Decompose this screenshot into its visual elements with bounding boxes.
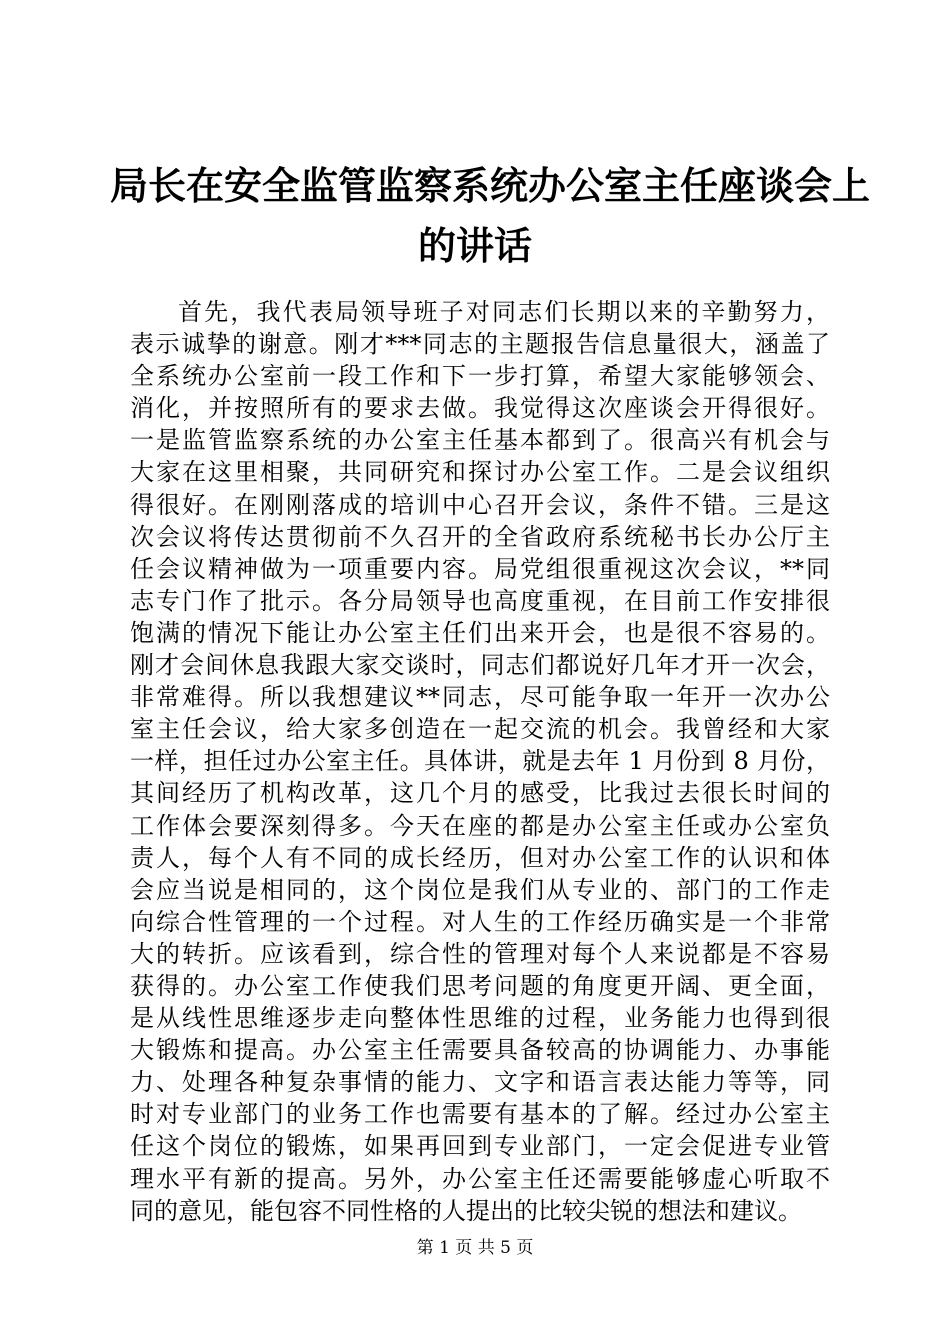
paragraph-line: 非常难得。所以我想建议**同志，尽可能争取一年开一次办公: [130, 683, 830, 712]
paragraph-line: 全系统办公室前一段工作和下一步打算，希望大家能够领会、: [130, 362, 830, 391]
paragraph-line: 力、处理各种复杂事情的能力、文字和语言表达能力等等，同: [130, 1068, 830, 1097]
paragraph-line: 会应当说是相同的，这个岗位是我们从专业的、部门的工作走: [130, 875, 830, 904]
paragraph-line: 任会议精神做为一项重要内容。局党组很重视这次会议，**同: [130, 554, 830, 583]
paragraph-line: 志专门作了批示。各分局领导也高度重视，在目前工作安排很: [130, 586, 830, 615]
paragraph-line: 同的意见，能包容不同性格的人提出的比较尖锐的想法和建议。: [130, 1196, 802, 1225]
paragraph-line: 任这个岗位的锻炼，如果再回到专业部门，一定会促进专业管: [130, 1132, 830, 1161]
paragraph-line: 工作体会要深刻得多。今天在座的都是办公室主任或办公室负: [130, 811, 830, 840]
title-line: 局长在安全监管监察系统办公室主任座谈会上: [110, 163, 871, 208]
paragraph-line: 首先，我代表局领导班子对同志们长期以来的辛勤努力，: [178, 298, 830, 326]
document-body: [130, 296, 830, 1227]
paragraph-line: 向综合性管理的一个过程。对人生的工作经历确实是一个非常: [130, 907, 830, 936]
paragraph-line: 次会议将传达贯彻前不久召开的全省政府系统秘书长办公厅主: [130, 522, 830, 551]
paragraph-line: 其间经历了机构改革，这几个月的感受，比我过去很长时间的: [130, 779, 830, 808]
paragraph-line: 大家在这里相聚，共同研究和探讨办公室工作。二是会议组织: [130, 458, 830, 487]
paragraph-line: 获得的。办公室工作使我们思考问题的角度更开阔、更全面，: [130, 971, 830, 1000]
paragraph-line: 一是监管监察系统的办公室主任基本都到了。很高兴有机会与: [130, 426, 830, 455]
paragraph-line: 大锻炼和提高。办公室主任需要具备较高的协调能力、办事能: [130, 1036, 830, 1065]
paragraph-line: 大的转折。应该看到，综合性的管理对每个人来说都是不容易: [130, 939, 830, 968]
paragraph-line: 刚才会间休息我跟大家交谈时，同志们都说好几年才开一次会，: [130, 651, 830, 680]
title-line: 的讲话: [417, 223, 532, 268]
paragraph-line: 表示诚挚的谢意。刚才***同志的主题报告信息量很大，涵盖了: [130, 330, 830, 359]
paragraph-line: 理水平有新的提高。另外，办公室主任还需要能够虚心听取不: [130, 1164, 830, 1193]
paragraph-line: 消化，并按照所有的要求去做。我觉得这次座谈会开得很好。: [130, 394, 830, 423]
document-title: [110, 156, 871, 276]
paragraph-line: 责人，每个人有不同的成长经历，但对办公室工作的认识和体: [130, 843, 830, 872]
paragraph-line: 饱满的情况下能让办公室主任们出来开会，也是很不容易的。: [130, 618, 830, 647]
paragraph-line: 室主任会议，给大家多创造在一起交流的机会。我曾经和大家: [130, 715, 830, 744]
page-number-footer: 第 1 页 共 5 页: [416, 1238, 534, 1258]
paragraph-line: 时对专业部门的业务工作也需要有基本的了解。经过办公室主: [130, 1100, 830, 1129]
paragraph-line: 一样，担任过办公室主任。具体讲，就是去年 1 月份到 8 月份，: [130, 747, 830, 776]
paragraph-line: 是从线性思维逐步走向整体性思维的过程，业务能力也得到很: [130, 1004, 830, 1033]
paragraph-line: 得很好。在刚刚落成的培训中心召开会议，条件不错。三是这: [130, 490, 830, 519]
